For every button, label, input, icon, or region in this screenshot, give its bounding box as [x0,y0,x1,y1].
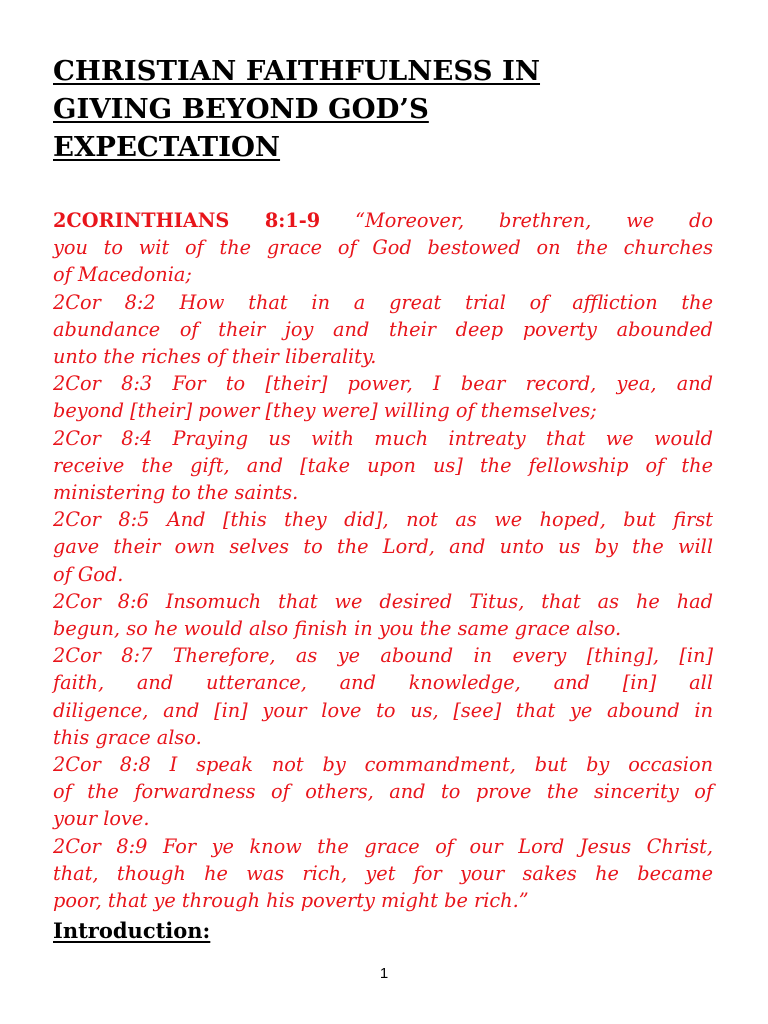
scripture-line: 2Cor 8:7 Therefore, as ye abound in every [thing], [in] [53,644,713,668]
scripture-line: of Macedonia; [53,263,192,287]
section-heading-introduction: Introduction: [53,918,211,943]
scripture-line: that, though he was rich, yet for your sakes he became [53,861,713,885]
scripture-line: 2Cor 8:4 Praying us with much intreaty that we would [53,426,713,450]
title-line: EXPECTATION [53,131,281,163]
scripture-line: of the forwardness of others, and to prove the sincerity of [53,780,713,804]
scripture-opening: “Moreover, brethren, we do [320,209,713,232]
page-number: 1 [379,965,389,982]
scripture-line: diligence, and [in] your love to us, [see] that ye abound in [53,698,713,722]
scripture-line: you to wit of the grace of God bestowed on the churches [53,236,713,260]
scripture-passage [53,207,713,914]
scripture-line: unto the riches of their liberality. [53,345,377,369]
scripture-line: 2Cor 8:3 For to [their] power, I bear record, yea, and [53,372,713,396]
scripture-line: 2Cor 8:5 And [this they did], not as we hoped, but first [53,508,713,532]
scripture-line: poor, that ye through his poverty might be rich.” [53,889,529,913]
scripture-line: faith, and utterance, and knowledge, and [in] all [53,671,713,695]
scripture-line: this grace also. [53,725,202,749]
title-line: GIVING BEYOND GOD’S [53,93,429,125]
scripture-line: 2Cor 8:9 For ye know the grace of our Lord Jesus Christ, [53,834,713,858]
scripture-verses [53,234,713,914]
page-title [53,52,693,166]
scripture-line: 2Cor 8:8 I speak not by commandment, but by occasion [53,753,713,777]
scripture-line: beyond [their] power [they were] willing of themselves; [53,399,597,423]
scripture-line: gave their own selves to the Lord, and unto us by the will [53,535,713,559]
title-line: CHRISTIAN FAITHFULNESS IN [53,55,541,87]
scripture-line: 2Cor 8:2 How that in a great trial of affliction the [53,290,713,314]
scripture-reference: 2CORINTHIANS 8:1-9 [53,209,321,232]
scripture-line: receive the gift, and [take upon us] the fellowship of the [53,453,713,477]
scripture-line: begun, so he would also finish in you the same grace also. [53,617,622,641]
scripture-line [53,207,713,234]
scripture-line: abundance of their joy and their deep poverty abounded [53,317,713,341]
scripture-line: ministering to the saints. [53,481,299,505]
scripture-line: 2Cor 8:6 Insomuch that we desired Titus, that as he had [53,589,713,613]
scripture-line: your love. [53,807,150,831]
scripture-line: of God. [53,562,124,586]
